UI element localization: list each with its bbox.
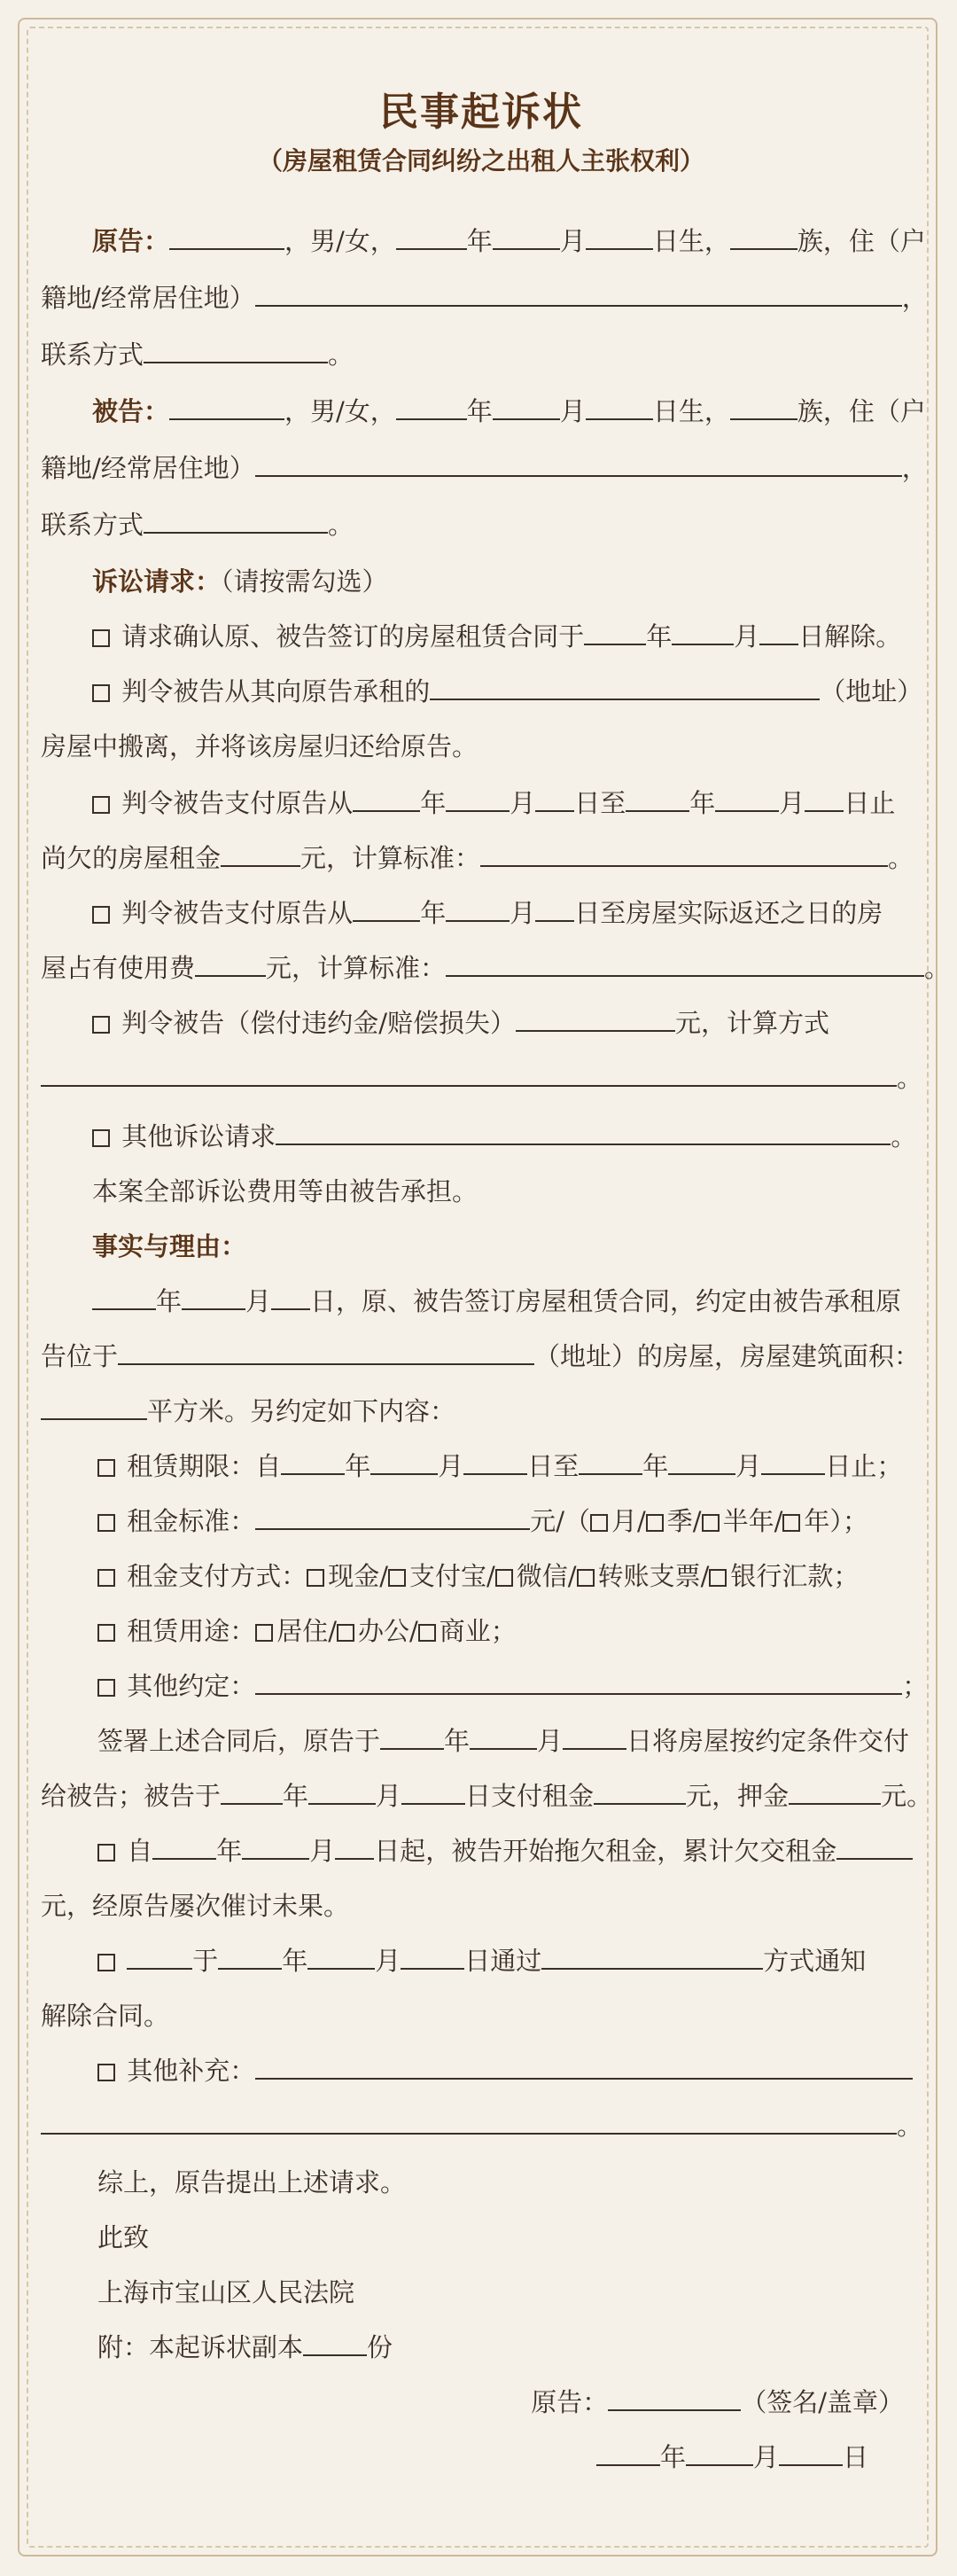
arrears-total-field[interactable] [836,1828,913,1860]
claims-heading-line [41,558,957,605]
handover-month-field[interactable] [470,1718,537,1750]
claim-5-method-field[interactable] [41,1055,897,1087]
claim-3-to-day-field[interactable] [805,780,844,812]
claim-4-fee-amount-field[interactable] [195,945,266,977]
claim-4: 判令被告支付原告从 年 月 日至房屋实际返还之日的房 [41,890,957,936]
claim-1: 请求确认原、被告签订的房屋租赁合同于 年 月 日解除。 [41,613,957,660]
claim-6: 其他诉讼请求 。 [41,1113,957,1159]
sign-day-field[interactable] [779,2434,843,2466]
copies-count-field[interactable] [303,2324,367,2356]
supplement-checkbox[interactable] [97,2064,115,2081]
supplement-field-2[interactable] [41,2103,897,2135]
plaintiff-birth-month-field[interactable] [493,218,560,250]
document-subtitle: （房屋租赁合同纠纷之出租人主张权利） [257,146,704,176]
notice-party-field[interactable] [127,1938,192,1970]
claim-1-year-field[interactable] [584,613,646,645]
contract-day-field[interactable] [271,1278,310,1310]
term-to-day-field[interactable] [761,1443,825,1475]
plaintiff-ethnic-field[interactable] [730,218,798,250]
claims-heading: 诉讼请求： [92,566,222,597]
rent-checkbox[interactable] [97,1514,115,1532]
arrears-year-field[interactable] [152,1828,216,1860]
claim-3-rent-amount-field[interactable] [221,835,300,867]
rent-year-checkbox[interactable] [782,1514,800,1532]
defendant-line-1: 被告： ，男/女， 年 月 日生， 族，住（户 [41,388,957,434]
closing-summary: 综上，原告提出上述请求。 [97,2167,407,2197]
use-office-checkbox[interactable] [337,1624,354,1642]
claim-4-standard-field[interactable] [446,945,924,977]
facts-heading: 事实与理由： [92,1231,247,1261]
claim-4-month-field[interactable] [446,890,510,922]
claim-5-amount-field[interactable] [516,1000,675,1032]
defendant-line-3: 联系方式 。 [41,502,922,548]
facts-paragraph-2-line-2: 给被告；被告于 年 月 日支付租金 元，押金 元。 [41,1773,922,1819]
claim-3-checkbox[interactable] [92,796,110,814]
claim-3-to-year-field[interactable] [626,780,689,812]
term-from-day-field[interactable] [463,1443,527,1475]
rent-paid-amount-field[interactable] [594,1773,686,1805]
termination-notice-checkbox[interactable] [97,1954,115,1971]
rent-amount-field[interactable] [255,1498,530,1530]
signature-date-line: 年 月 日 [41,2434,922,2480]
plaintiff-signature-field[interactable] [608,2379,741,2411]
use-business-checkbox[interactable] [418,1624,436,1642]
facts-paragraph-1: 年 月 日，原、被告签订房屋租赁合同，约定由被告承租原 [41,1278,957,1324]
contract-month-field[interactable] [182,1278,245,1310]
claim-4-checkbox[interactable] [92,906,110,924]
facts-paragraph-4-line-2: 解除合同。 [41,2001,170,2031]
notice-day-field[interactable] [401,1938,464,1970]
notice-month-field[interactable] [307,1938,375,1970]
other-terms-field[interactable] [255,1663,902,1695]
claim-1-checkbox[interactable] [92,629,110,647]
sign-month-field[interactable] [686,2434,753,2466]
claim-5-checkbox[interactable] [92,1016,110,1034]
deposit-amount-field[interactable] [789,1773,881,1805]
term-from-year-field[interactable] [281,1443,345,1475]
plaintiff-contact-field[interactable] [144,332,328,363]
rent-paid-day-field[interactable] [401,1773,465,1805]
defendant-line-2: 籍地/经常居住地） ， [41,445,922,491]
defendant-birth-year-field[interactable] [396,388,467,420]
handover-year-field[interactable] [380,1718,444,1750]
claim-6-checkbox[interactable] [92,1129,110,1147]
plaintiff-line-1: 原告： ，男/女， 年 月 日生， 族，住（户 [41,218,957,264]
claim-1-day-field[interactable] [759,613,798,645]
defendant-address-field[interactable] [255,445,902,477]
claim-3-from-year-field[interactable] [353,780,420,812]
plaintiff-line-2: 籍地/经常居住地） ， [41,275,922,321]
defendant-name-field[interactable] [169,388,284,420]
rent-season-checkbox[interactable] [646,1514,664,1532]
plaintiff-birth-day-field[interactable] [586,218,653,250]
facts-paragraph-1-line-3: 平方米。另约定如下内容： [41,1388,922,1434]
claim-6-other-field[interactable] [276,1113,891,1145]
claim-3-to-month-field[interactable] [715,780,779,812]
arrears-day-field[interactable] [335,1828,374,1860]
use-checkbox[interactable] [97,1624,115,1642]
plaintiff-address-field[interactable] [255,275,902,307]
other-terms-checkbox[interactable] [97,1679,115,1697]
closing-to: 此致 [97,2222,150,2252]
property-area-field[interactable] [41,1388,147,1420]
other-terms-item: 其他约定： ； [41,1663,957,1709]
rent-half-year-checkbox[interactable] [702,1514,720,1532]
claim-3: 判令被告支付原告从 年 月 日至 年 月 日止 [41,780,957,826]
handover-day-field[interactable] [563,1718,626,1750]
facts-paragraph-4: 于 年 月 日通过 方式通知 [41,1938,957,1984]
defendant-ethnic-field[interactable] [730,388,798,420]
use-live-checkbox[interactable] [255,1624,273,1642]
term-to-year-field[interactable] [579,1443,642,1475]
claims-note: （请按需勾选） [221,566,388,597]
claim-4-year-field[interactable] [353,890,420,922]
defendant-label: 被告： [92,396,170,426]
term-item: 租赁期限：自 年 月 日至 年 月 日止； [41,1443,957,1489]
claim-4-day-field[interactable] [535,890,574,922]
attachment-line: 附：本起诉状副本 份 [41,2324,957,2370]
claim-5: 判令被告（偿付违约金/赔偿损失） 元，计算方式 [41,1000,957,1046]
contract-year-field[interactable] [92,1278,156,1310]
court-name: 上海市宝山区人民法院 [97,2277,355,2307]
plaintiff-line-3: 联系方式 。 [41,332,922,378]
rent-month-checkbox[interactable] [590,1514,608,1532]
signature-line: 原告： （签名/盖章） [41,2379,922,2425]
claim-5-line-2: 。 [41,1055,922,1101]
term-checkbox[interactable] [97,1459,115,1477]
pay-alipay-checkbox[interactable] [388,1569,406,1587]
document-title: 民事起诉状 [379,90,583,135]
pay-bank-checkbox[interactable] [709,1569,727,1587]
defendant-birth-day-field[interactable] [586,388,653,420]
rent-paid-year-field[interactable] [221,1773,283,1805]
arrears-month-field[interactable] [242,1828,309,1860]
facts-paragraph-3-line-2: 元，经原告屡次催讨未果。 [41,1891,350,1921]
claim-4-line-2: 屋占有使用费 元，计算标准： 。 [41,945,922,991]
claim-3-from-day-field[interactable] [535,780,574,812]
notice-year-field[interactable] [218,1938,282,1970]
defendant-contact-field[interactable] [144,502,328,534]
facts-supplement-line-2: 。 [41,2103,922,2149]
claims-fees: 本案全部诉讼费用等由被告承担。 [92,1176,478,1206]
use-item: 租赁用途： 居住/ 办公/ 商业； [41,1608,957,1654]
defendant-birth-month-field[interactable] [493,388,560,420]
claim-2: 判令被告从其向原告承租的 （地址） [41,668,957,714]
rent-item: 租金标准： 元/（ 月/ 季/ 半年/ 年）； [41,1498,957,1544]
pay-cash-checkbox[interactable] [307,1569,324,1587]
claim-2-line-2: 房屋中搬离，并将该房屋归还给原告。 [41,731,478,761]
claim-3-standard-field[interactable] [480,835,888,867]
pay-wechat-checkbox[interactable] [495,1569,513,1587]
plaintiff-label: 原告： [92,226,170,256]
claim-2-checkbox[interactable] [92,684,110,702]
facts-supplement: 其他补充： [41,2048,957,2094]
facts-paragraph-2: 签署上述合同后，原告于 年 月 日将房屋按约定条件交付 [41,1718,957,1764]
supplement-field[interactable] [255,2048,913,2080]
pay-check-checkbox[interactable] [577,1569,595,1587]
term-from-month-field[interactable] [370,1443,438,1475]
facts-paragraph-3: 自 年 月 日起，被告开始拖欠租金，累计欠交租金 [41,1828,957,1874]
rent-paid-month-field[interactable] [308,1773,376,1805]
payment-checkbox[interactable] [97,1569,115,1587]
claim-3-line-2: 尚欠的房屋租金 元，计算标准： 。 [41,835,922,881]
plaintiff-name-field[interactable] [169,218,284,250]
property-address-field[interactable] [118,1333,534,1365]
claim-2-address-field[interactable] [430,668,820,700]
sign-year-field[interactable] [596,2434,660,2466]
notice-method-field[interactable] [541,1938,763,1970]
facts-paragraph-1-line-2: 告位于 （地址）的房屋，房屋建筑面积： [41,1333,922,1379]
term-to-month-field[interactable] [668,1443,735,1475]
payment-item: 租金支付方式： 现金/ 支付宝/ 微信/ 转账支票/ 银行汇款； [41,1553,957,1599]
claim-3-from-month-field[interactable] [446,780,510,812]
arrears-checkbox[interactable] [97,1844,115,1862]
plaintiff-birth-year-field[interactable] [396,218,467,250]
claim-1-month-field[interactable] [672,613,734,645]
